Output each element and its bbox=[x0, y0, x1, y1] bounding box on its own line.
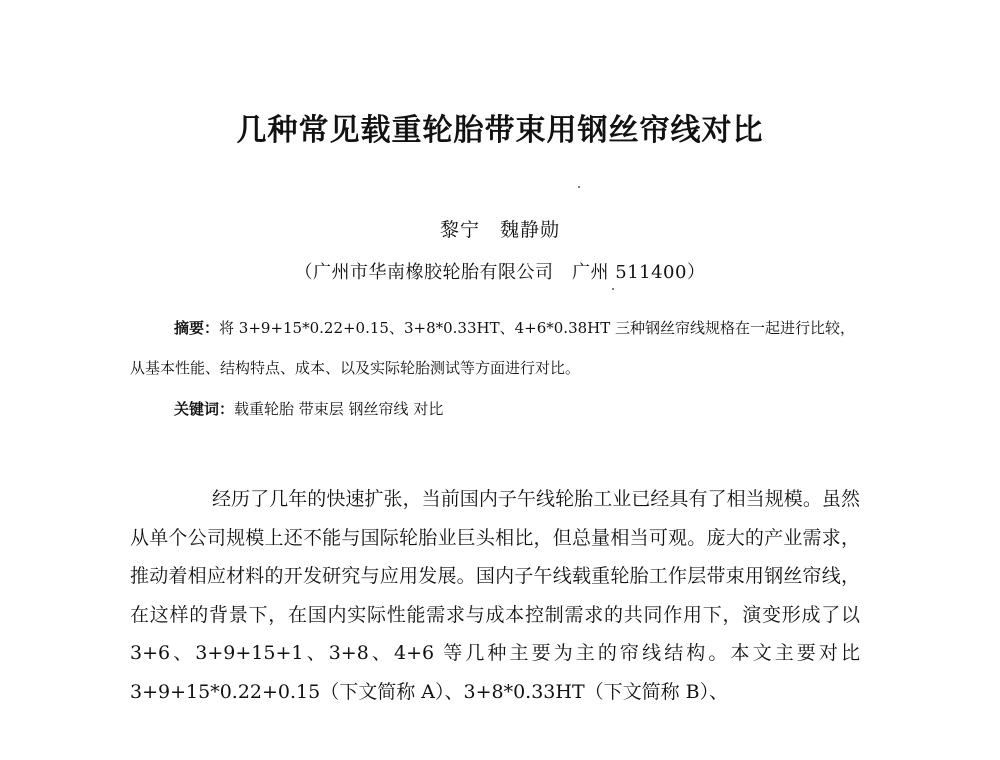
abstract bbox=[130, 308, 860, 388]
scan-speck bbox=[578, 186, 580, 188]
abstract-text: 将 3+9+15*0.22+0.15、3+8*0.33HT、4+6*0.38HT 三种钢丝帘线规格在一起进行比较，从基本性能、结构特点、成本、以及实际轮胎测试等方面进行对比。 bbox=[130, 319, 856, 377]
keywords bbox=[174, 398, 443, 419]
abstract-label: 摘要： bbox=[174, 319, 220, 337]
paper-authors: 黎宁 魏静勋 bbox=[439, 219, 560, 241]
scan-speck bbox=[612, 288, 614, 290]
paper-affiliation: （广州市华南橡胶轮胎有限公司 广州 511400） bbox=[294, 262, 706, 283]
paper-title: 几种常见载重轮胎带束用钢丝帘线对比 bbox=[236, 113, 764, 148]
keywords-text: 载重轮胎 带束层 钢丝帘线 对比 bbox=[234, 400, 444, 418]
body-paragraph: 经历了几年的快速扩张，当前国内子午线轮胎工业已经具有了相当规模。虽然从单个公司规模上还不能与国际轮胎业巨头相比，但总量相当可观。庞大的产业需求，推动着相应材料的开发研究与应用发展。国内子午线载重轮胎工作层带束用钢丝帘线，在这样的背景下，在国内实际性能需求与成本控制需求的共同作用下，演变形成了以 3+6、3+9+15+1、3+8、4+6 等几种主要为主的帘线结构。本文主要对比 3+9+15*0.22+0.15（下文简称 A）、3+8*0.33HT（下文简称 B）、 bbox=[130, 488, 860, 703]
keywords-label: 关键词： bbox=[174, 400, 235, 418]
